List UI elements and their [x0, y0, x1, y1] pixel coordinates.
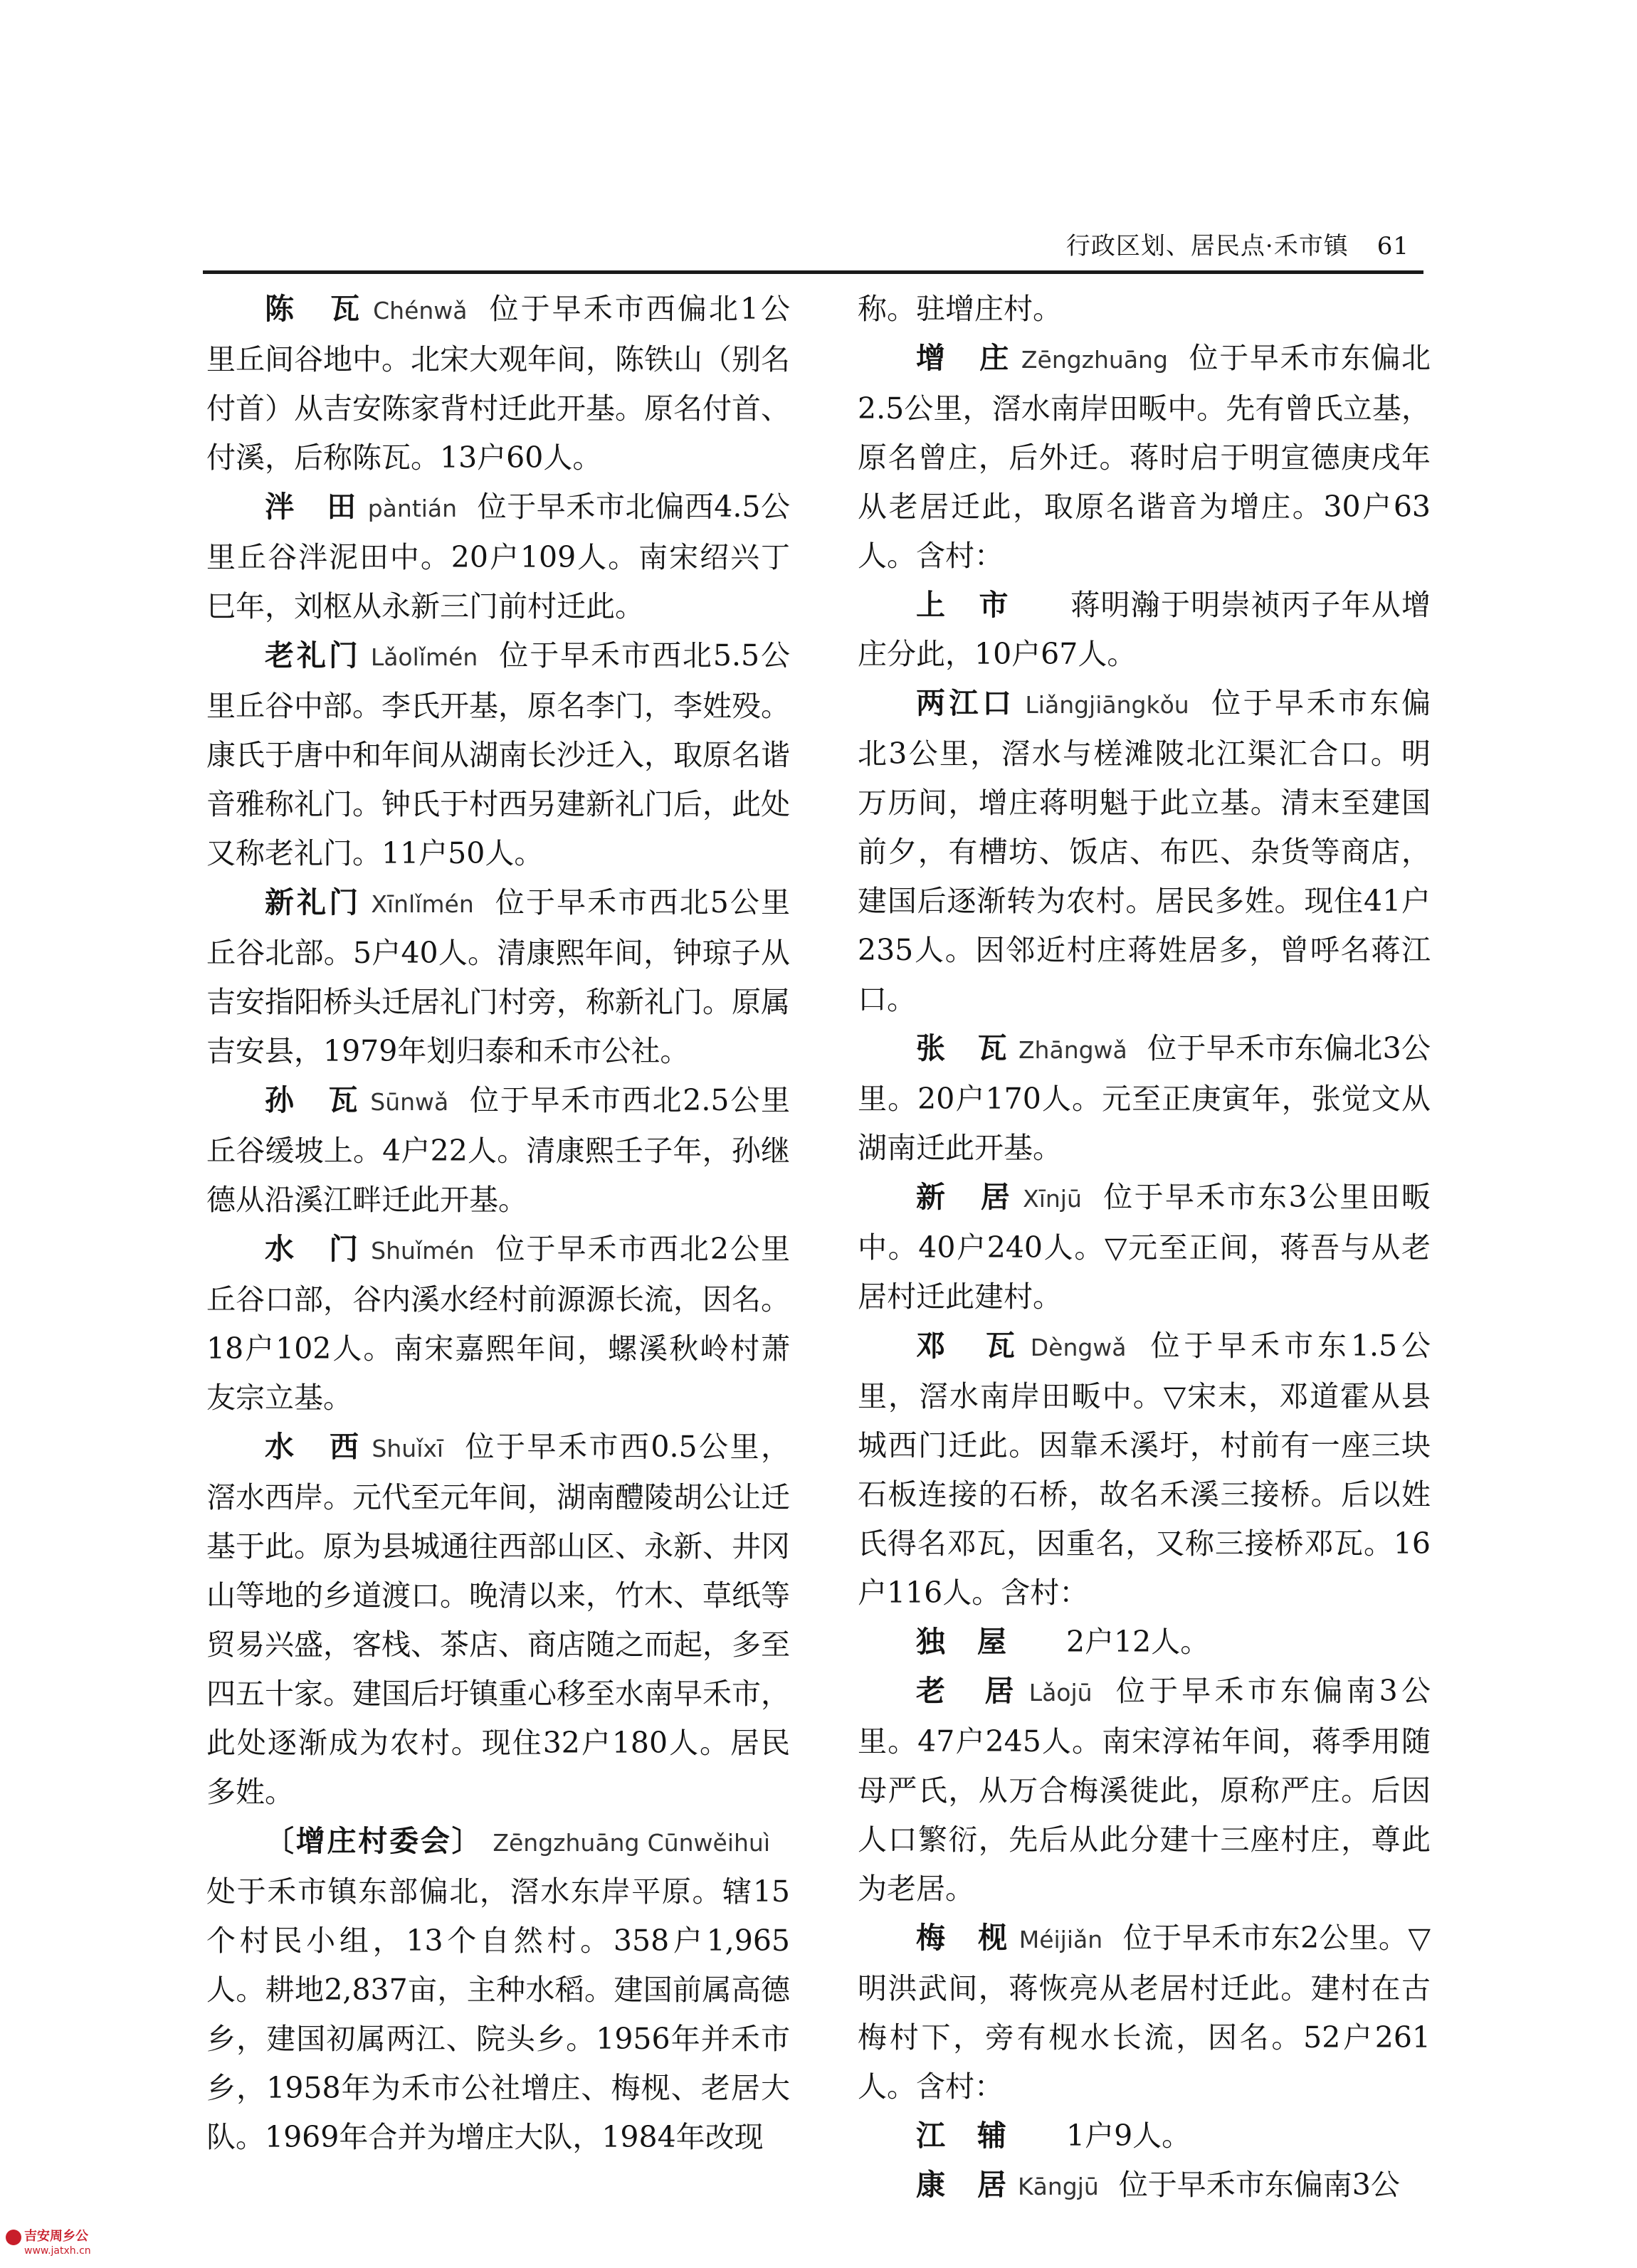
entry-pinyin: Xīnjū [1023, 1185, 1082, 1213]
entry-text: 位于早禾市西北2.5公里丘谷缓坡上。4户22人。清康熙壬子年，孙继德从沿溪江畔迁此开基。 [206, 1083, 791, 1217]
entry-pinyin: Shuǐxī [372, 1435, 444, 1462]
entry-name: 水 西 [265, 1430, 362, 1464]
entry-xinju [858, 1173, 1431, 1322]
entry-name: 梅 枧 [916, 1921, 1009, 1955]
running-header [1066, 226, 1409, 261]
entry-text: 位于早禾市东2公里。▽明洪武间，蒋恢亮从老居村迁此。建村在古梅村下，旁有枧水长流，因名。52户261人。含村： [858, 1921, 1431, 2104]
entry-sunwa [206, 1076, 790, 1225]
entry-laolimen [206, 631, 790, 878]
header-title: 行政区划、居民点·禾市镇 [1065, 232, 1349, 260]
entry-text: 位于早禾市西北5.5公里丘谷中部。李氏开基，原名李门，李姓殁。康氏于唐中和年间从湖南长沙迁入，取原名谐音雅称礼门。钟氏于村西另建新礼门后，此处又称老礼门。11户50人。 [206, 638, 791, 870]
entry-text: 位于早禾市西偏北1公里丘间谷地中。北宋大观年间，陈铁山（别名付首）从吉安陈家背村迁此开基。原名付首、付溪，后称陈瓦。13户60人。 [206, 292, 790, 475]
entry-pantian [206, 482, 790, 631]
entry-name: 上 市 [916, 588, 1011, 622]
entry-duwu [858, 1618, 1431, 1667]
entry-text: 1户9人。 [1066, 2119, 1191, 2153]
entry-pinyin: Méijiǎn [1018, 1926, 1103, 1953]
entry-name: 陈 瓦 [265, 292, 364, 326]
entry-pinyin: Dèngwǎ [1030, 1334, 1127, 1361]
entry-pinyin: pàntián [367, 495, 458, 522]
entry-text: 称。驻增庄村。 [858, 292, 1062, 326]
entry-name: 康 居 [916, 2168, 1008, 2202]
entry-name: 增 庄 [916, 341, 1011, 375]
entry-continued [858, 285, 1431, 334]
entry-pinyin: Kāngjū [1018, 2173, 1099, 2200]
entry-shuixi [206, 1423, 790, 1817]
entry-text: 蒋明瀚于明崇祯丙子年从增庄分此，10户67人。 [858, 588, 1431, 671]
right-column [858, 285, 1431, 2211]
entry-name: 新礼门 [265, 885, 362, 919]
entry-text: 位于早禾市东偏北2.5公里，滘水南岸田畈中。先有曾氏立基，原名曾庄，后外迁。蒋时启于明宣德庚戌年从老居迁此，取原名谐音为增庄。30户63人。含村： [858, 341, 1431, 573]
entry-text: 位于早禾市东偏北3公里。20户170人。元至正庚寅年，张觉文从湖南迁此开基。 [858, 1031, 1431, 1165]
entry-zengzhuang [858, 334, 1431, 581]
entry-text: 位于早禾市东偏南3公 [1118, 2168, 1400, 2202]
entry-liangjiangkou [858, 679, 1431, 1024]
entry-zengzhuang-committee [206, 1817, 790, 2162]
entry-laoju [858, 1667, 1431, 1914]
entry-text: 位于早禾市东偏北3公里，滘水与槎滩陂北江渠汇合口。明万历间，增庄蒋明魁于此立基。清末至建国前夕，有槽坊、饭店、布匹、杂货等商店，建国后逐渐转为农村。居民多姓。现住41户235人。因邻近村庄蒋姓居多，曾呼名蒋江口。 [858, 686, 1431, 1016]
entry-name: 江 辅 [916, 2119, 1008, 2153]
entry-text: 位于早禾市西北2公里丘谷口部，谷内溪水经村前源源长流，因名。18户102人。南宋嘉熙年间，螺溪秋岭村萧友宗立基。 [206, 1232, 790, 1415]
entry-kangju [858, 2161, 1431, 2211]
entry-dengwa [858, 1322, 1431, 1618]
entry-zhangwa [858, 1024, 1431, 1173]
entry-name: 孙 瓦 [265, 1083, 361, 1117]
watermark-logo-icon [6, 2230, 21, 2245]
entry-text: 2户12人。 [1066, 1625, 1210, 1659]
entry-chenwa [206, 285, 790, 482]
entry-name: 新 居 [916, 1180, 1014, 1214]
entry-pinyin: Liǎngjiāngkǒu [1025, 691, 1189, 719]
entry-text: 位于早禾市东偏南3公里。47户245人。南宋淳祐年间，蒋季用随母严氏，从万合梅溪徙此，原称严庄。后因人口繁衍，先后从此分建十三座村庄，尊此为老居。 [858, 1674, 1431, 1906]
entry-xinlimen [206, 878, 790, 1076]
entry-pinyin: Zēngzhuāng Cūnwěihuì [493, 1829, 770, 1857]
entry-shangshi [858, 581, 1431, 679]
entry-text: 位于早禾市北偏西4.5公里丘谷泮泥田中。20户109人。南宋绍兴丁巳年，刘枢从永新三门前村迁此。 [206, 490, 791, 623]
entry-pinyin: Lǎojū [1028, 1679, 1093, 1707]
entry-pinyin: Lǎolǐmén [370, 643, 478, 671]
entry-name: 两江口 [916, 686, 1016, 720]
entry-pinyin: Shuǐmén [371, 1237, 475, 1265]
entry-name: 老礼门 [265, 638, 361, 673]
entry-name: 张 瓦 [916, 1031, 1009, 1065]
page-number: 61 [1377, 232, 1409, 260]
entry-name: 泮 田 [265, 490, 358, 524]
entry-name: 〔增庄村委会〕 [265, 1824, 483, 1858]
entry-pinyin: Chénwǎ [373, 297, 468, 325]
entry-pinyin: Xīnlǐmén [371, 890, 474, 918]
entry-shuimen [206, 1225, 790, 1423]
entry-pinyin: Zēngzhuāng [1021, 346, 1168, 374]
watermark-name: 吉安周乡公 [24, 2229, 88, 2244]
entry-text: 位于早禾市西0.5公里，滘水西岸。元代至元年间，湖南醴陵胡公让迁基于此。原为县城通往西部山区、永新、井冈山等地的乡道渡口。晚清以来，竹木、草纸等贸易兴盛，客栈、茶店、商店随之而起，多至四五十家。建国后圩镇重心移至水南早禾市，此处逐渐成为农村。现住32户180人。居民多姓。 [206, 1430, 791, 1809]
entry-name: 邓 瓦 [916, 1329, 1021, 1363]
header-rule [203, 270, 1423, 274]
entry-meijian [858, 1914, 1431, 2111]
entry-name: 独 屋 [916, 1625, 1008, 1659]
entry-jiangfu [858, 2111, 1431, 2161]
entry-text: 位于早禾市东3公里田畈中。40户240人。▽元至正间，蒋吾与从老居村迁此建村。 [858, 1180, 1431, 1314]
entry-text: 位于早禾市东1.5公里，滘水南岸田畈中。▽宋末，邓道霍从县城西门迁此。因靠禾溪圩，村前有一座三块石板连接的石桥，故名禾溪三接桥。后以姓氏得名邓瓦，因重名，又称三接桥邓瓦。16户116人。含村： [858, 1329, 1431, 1610]
watermark [6, 2226, 91, 2257]
entry-name: 老 居 [916, 1674, 1019, 1708]
entry-pinyin: Sūnwǎ [370, 1088, 449, 1116]
entry-name: 水 门 [265, 1232, 362, 1266]
entry-pinyin: Zhāngwǎ [1018, 1036, 1127, 1064]
watermark-url: www.jatxh.cn [24, 2245, 91, 2257]
entry-text: 位于早禾市西北5公里丘谷北部。5户40人。清康熙年间，钟琼子从吉安指阳桥头迁居礼门村旁，称新礼门。原属吉安县，1979年划归泰和禾市公社。 [206, 885, 791, 1068]
left-column [206, 285, 790, 2162]
entry-text: 处于禾市镇东部偏北，滘水东岸平原。辖15个村民小组，13个自然村。358户1,965人。耕地2,837亩，主种水稻。建国前属高德乡，建国初属两江、院头乡。1956年并禾市乡，1958年为禾市公社增庄、梅枧、老居大队。1969年合并为增庄大队，1984年改现 [206, 1874, 790, 2154]
